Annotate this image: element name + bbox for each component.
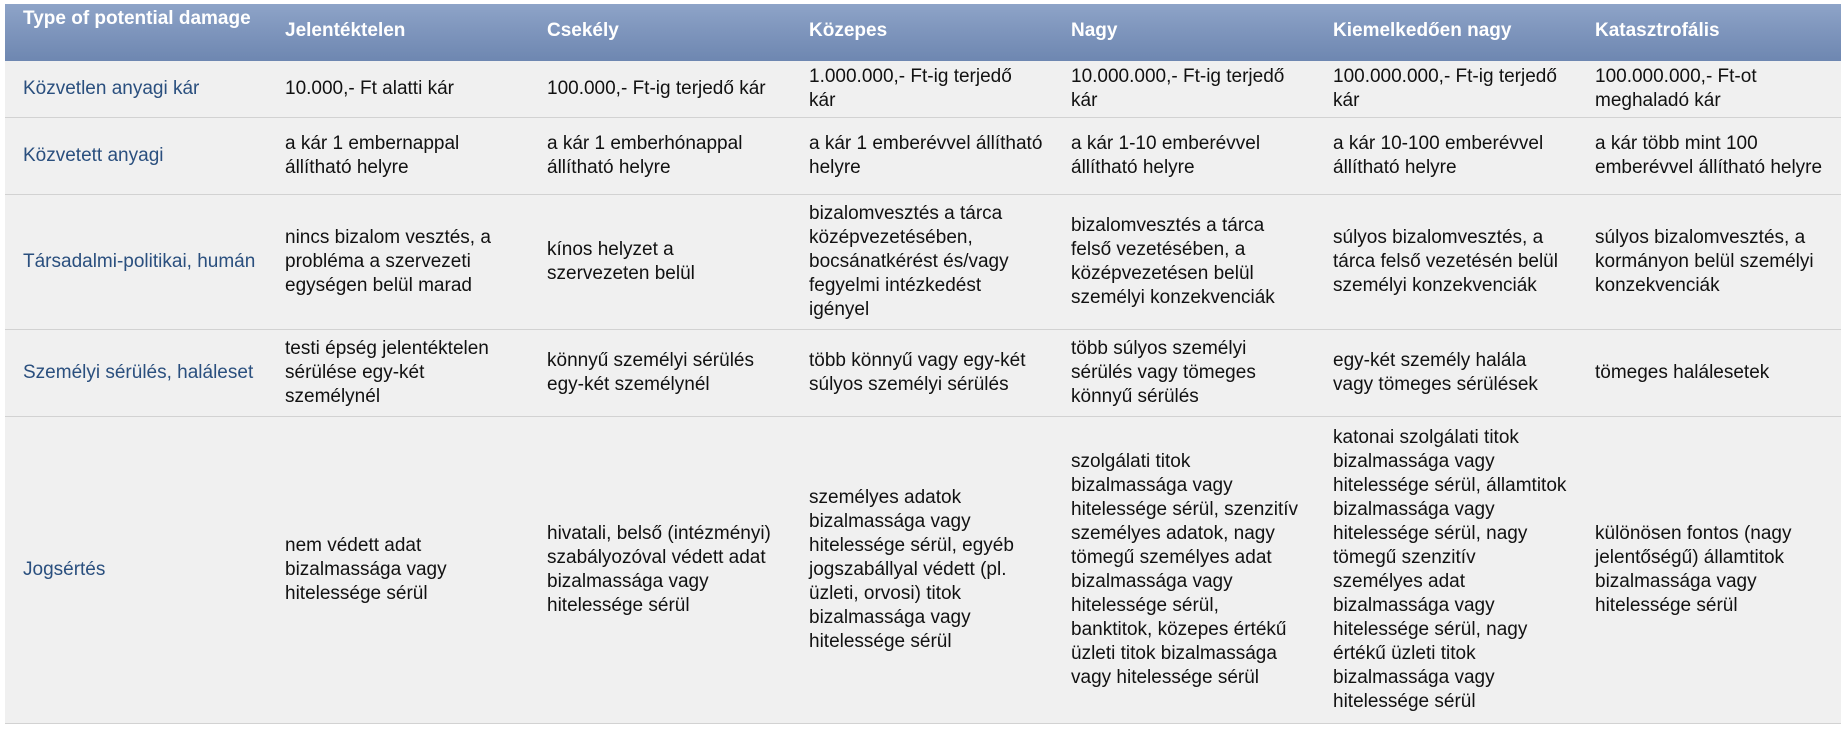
table-cell: katonai szolgálati titok bizalmassága vagy hitelessége sérül, államtitok bizalmassága vagy hitelessége sérül, nagy tömegű szenzitív személyes adat bizalmassága vagy hitelessége sérül, nagy értékű üzleti titok bizalmassága vagy hitelessége sérül (1315, 417, 1577, 724)
table-cell: a kár 1 embernappal állítható helyre (267, 118, 529, 195)
table-row (5, 195, 1841, 330)
table-row (5, 118, 1841, 195)
table-cell: 100.000,- Ft-ig terjedő kár (529, 61, 791, 118)
table-cell: több súlyos személyi sérülés vagy tömeges könnyű sérülés (1053, 330, 1315, 417)
column-header-damage-type: Type of potential damage (5, 4, 267, 61)
table-cell: nincs bizalom vesztés, a probléma a szervezeti egységen belül marad (267, 195, 529, 330)
damage-classification-table (5, 4, 1841, 724)
table-cell: személyes adatok bizalmassága vagy hitelessége sérül, egyéb jogszabállyal védett (pl. üzleti, orvosi) titok bizalmassága vagy hitelessége sérül (791, 417, 1053, 724)
table-cell: a kár 10-100 emberévvel állítható helyre (1315, 118, 1577, 195)
row-category-direct-material: Közvetlen anyagi kár (5, 61, 267, 118)
column-header-large: Nagy (1053, 4, 1315, 61)
column-header-catastrophic: Katasztrofális (1577, 4, 1841, 61)
table-cell: 100.000.000,- Ft-ot meghaladó kár (1577, 61, 1841, 118)
row-category-personal-injury: Személyi sérülés, haláleset (5, 330, 267, 417)
column-header-negligible: Jelentéktelen (267, 4, 529, 61)
row-category-indirect-material: Közvetett anyagi (5, 118, 267, 195)
column-header-medium: Közepes (791, 4, 1053, 61)
table-cell: 10.000,- Ft alatti kár (267, 61, 529, 118)
table-cell: bizalomvesztés a tárca középvezetésében, bocsánatkérést és/vagy fegyelmi intézkedést igényel (791, 195, 1053, 330)
table-cell: 1.000.000,- Ft-ig terjedő kár (791, 61, 1053, 118)
table-cell: testi épség jelentéktelen sérülése egy-két személynél (267, 330, 529, 417)
table-cell: a kár 1 emberévvel állítható helyre (791, 118, 1053, 195)
table-cell: súlyos bizalomvesztés, a kormányon belül személyi konzekvenciák (1577, 195, 1841, 330)
row-category-social-political: Társadalmi-politikai, humán (5, 195, 267, 330)
table-cell: nem védett adat bizalmassága vagy hitelessége sérül (267, 417, 529, 724)
table-cell: súlyos bizalomvesztés, a tárca felső vezetésén belül személyi konzekvenciák (1315, 195, 1577, 330)
table-cell: egy-két személy halála vagy tömeges sérülések (1315, 330, 1577, 417)
table-row (5, 330, 1841, 417)
table-header-row (5, 4, 1841, 61)
table-row (5, 417, 1841, 724)
table-cell: a kár több mint 100 emberévvel állítható helyre (1577, 118, 1841, 195)
table-cell: kínos helyzet a szervezeten belül (529, 195, 791, 330)
table-cell: hivatali, belső (intézményi) szabályozóval védett adat bizalmassága vagy hitelessége sérül (529, 417, 791, 724)
table-cell: több könnyű vagy egy-két súlyos személyi sérülés (791, 330, 1053, 417)
column-header-minor: Csekély (529, 4, 791, 61)
table-cell: 10.000.000,- Ft-ig terjedő kár (1053, 61, 1315, 118)
row-category-legal-violation: Jogsértés (5, 417, 267, 724)
table-cell: bizalomvesztés a tárca felső vezetésében, a középvezetésen belül személyi konzekvenciák (1053, 195, 1315, 330)
table-row (5, 61, 1841, 118)
table-cell: a kár 1 emberhónappal állítható helyre (529, 118, 791, 195)
column-header-very-large: Kiemelkedően nagy (1315, 4, 1577, 61)
table-cell: különösen fontos (nagy jelentőségű) államtitok bizalmassága vagy hitelessége sérül (1577, 417, 1841, 724)
table-cell: a kár 1-10 emberévvel állítható helyre (1053, 118, 1315, 195)
damage-classification-table-wrapper (5, 4, 1841, 724)
table-cell: tömeges halálesetek (1577, 330, 1841, 417)
table-cell: könnyű személyi sérülés egy-két személynél (529, 330, 791, 417)
table-cell: szolgálati titok bizalmassága vagy hitelessége sérül, szenzitív személyes adatok, nagy tömegű személyes adat bizalmassága vagy hitelessége sérül, banktitok, közepes értékű üzleti titok bizalmassága vagy hitelessége sérül (1053, 417, 1315, 724)
table-cell: 100.000.000,- Ft-ig terjedő kár (1315, 61, 1577, 118)
